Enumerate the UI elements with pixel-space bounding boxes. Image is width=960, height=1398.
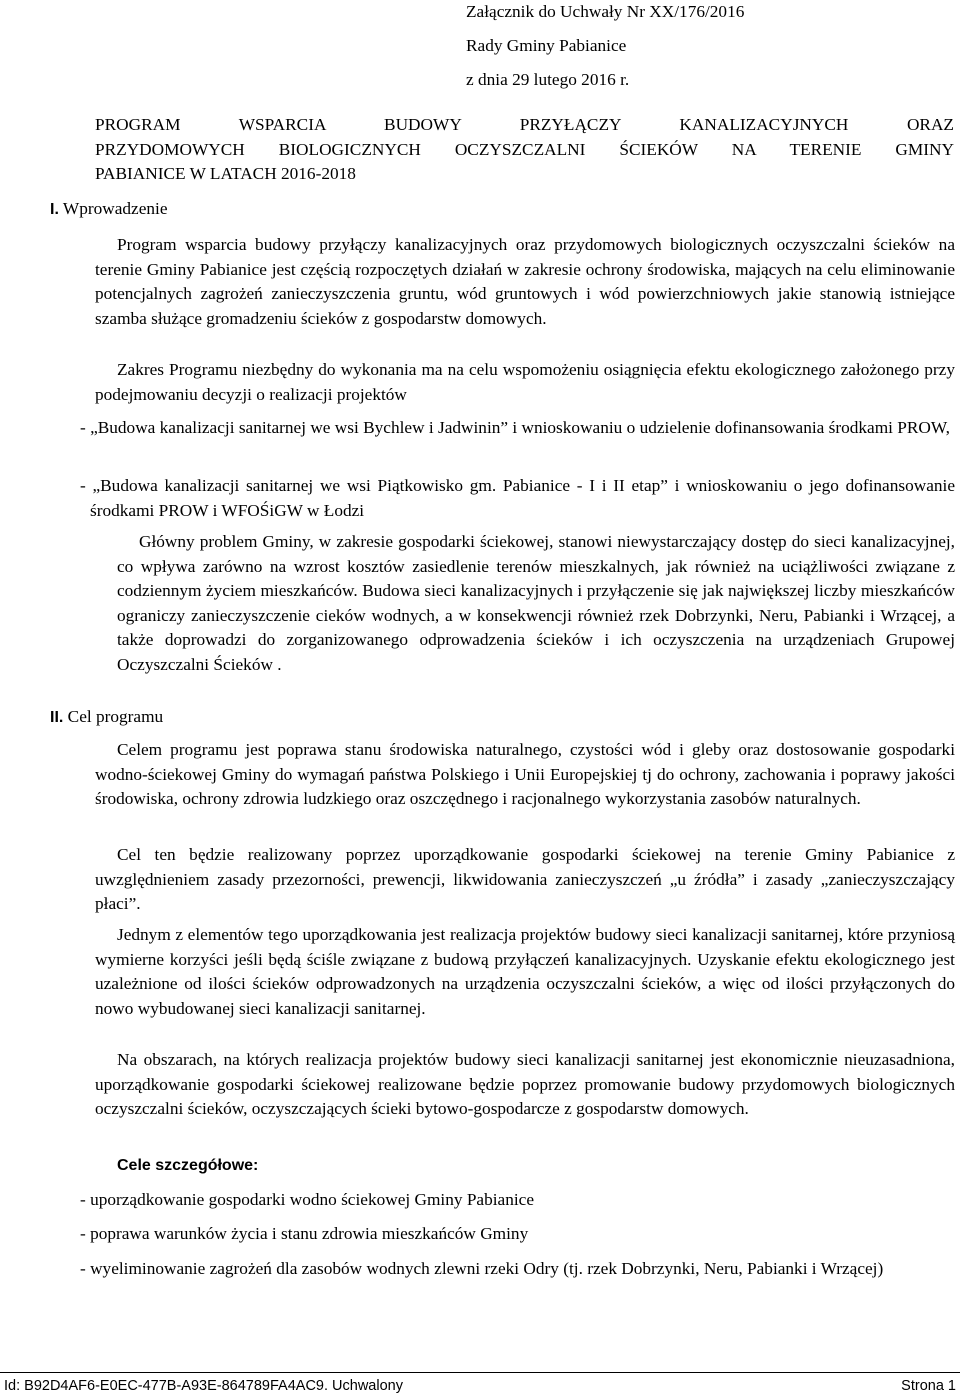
intro-paragraph-3: Główny problem Gminy, w zakresie gospodarki ściekowej, stanowi niewystarczający dostęp do sieci kanalizacyjnej, co wpływa zarówno na wzrost kosztów zasiedlenie terenów mieszkalnych, jak również na uciążliwości związane z codziennym życiem mieszkańców. Budowa sieci kanalizacyjnych i przyłączenie się jak największej liczby mieszkańców ograniczy zanieczyszczenie cieków wodnych, a w konsekwencji również rzek Dobrzynki, Neru, Pabianki i Wrzącej, a także doprowadzi do zorganizowanego odprowadzenia ścieków i ich oczyszczenia na urządzeniach Grupowej Oczyszczalni Ścieków . [117,532,955,674]
goal-paragraph-4: Na obszarach, na których realizacja projektów budowy sieci kanalizacji sanitarnej jest ekonomicznie nieuzasadniona, uporządkowanie gospodarki ściekowej realizowane będzie poprzez promowanie budowy przydomowych biologicznych oczyszczalni ścieków, oczyszczających ścieki bytowo-gospodarcze z gospodarstw domowych. [95,1050,955,1118]
document-title [95,113,954,187]
detailed-goals-heading: Cele szczegółowe: [117,1157,259,1174]
title-line-3: PABIANICE W LATACH 2016-2018 [95,164,356,183]
footer-divider [0,1372,960,1373]
header-line-3: z dnia 29 lutego 2016 r. [466,70,630,89]
footer-page-number: Strona 1 [901,1378,956,1394]
intro-paragraph-1: Program wsparcia budowy przyłączy kanalizacyjnych oraz przydomowych biologicznych oczyszczalni ścieków na terenie Gminy Pabianice jest częścią rozpoczętych działań w zakresie ochrony środowiska, mających na celu eliminowanie potencjalnych zagrożeń zanieczyszczenia gruntu, wód gruntowych i wód powierzchniowych jakie stanowią istniejące szamba służące gromadzeniu ścieków z gospodarstw domowych. [95,235,955,328]
goal-item-2: - poprawa warunków życia i stanu zdrowia mieszkańców Gminy [80,1224,529,1243]
header-line-1: Załącznik do Uchwały Nr XX/176/2016 [466,2,745,21]
title-line-1: PROGRAM WSPARCIA BUDOWY PRZYŁĄCZY KANALIZACYJNYCH ORAZ [95,115,954,134]
section-1-heading [50,197,168,223]
goal-paragraph-2: Cel ten będzie realizowany poprzez uporządkowanie gospodarki ściekowej na terenie Gminy Pabianice z uwzględnieniem zasady przezorności, prewencji, likwidowania zanieczyszczeń „u źródła” i zasady „zanieczyszczający płaci”. [95,845,955,913]
section-2-heading [50,705,163,731]
section-1-title: Wprowadzenie [62,199,168,218]
goal-paragraph-3: Jednym z elementów tego uporządkowania jest realizacja projektów budowy sieci kanalizacji sanitarnej, które przyniosą wymierne korzyści jeśli będą ściśle związane z budową przyłączeń kanalizacyjnych. Uzyskanie efektu ekologicznego jest uzależnione od ilości ścieków odprowadzonych na urządzenia oczyszczalni ścieków, a więc od ilości przyłączonych do nowo wybudowanej sieci kanalizacji sanitarnej. [95,925,955,1018]
goal-paragraph-1: Celem programu jest poprawa stanu środowiska naturalnego, czystości wód i gleby oraz dostosowanie gospodarki wodno-ściekowej Gminy do wymagań państwa Polskiego i Unii Europejskiej tj do ochrony, zachowania i poprawy jakości środowiska, ochrony zdrowia ludzkiego oraz oszczędnego i racjonalnego wykorzystania zasobów naturalnych. [95,740,955,808]
title-line-2: PRZYDOMOWYCH BIOLOGICZNYCH OCZYSZCZALNI ŚCIEKÓW NA TERENIE GMINY [95,139,954,159]
header-block [466,0,744,92]
goal-item-3: - wyeliminowanie zagrożeń dla zasobów wodnych zlewni rzeki Odry (tj. rzek Dobrzynki, Neru, Pabianki i Wrzącej) [80,1259,884,1278]
project-bullet-2: - „Budowa kanalizacji sanitarnej we wsi Piątkowisko gm. Pabianice - I i II etap” i wnioskowaniu o jego dofinansowanie środkami PROW i WFOŚiGW w Łodzi [80,476,955,520]
section-1-number: I. [50,201,59,218]
intro-paragraph-2: Zakres Programu niezbędny do wykonania ma na celu wspomożeniu osiągnięcia efektu ekologicznego założonego przy podejmowaniu decyzji o realizacji projektów [95,360,955,404]
footer-document-id: Id: B92D4AF6-E0EC-477B-A93E-864789FA4AC9. Uchwalony [4,1378,403,1394]
goal-item-1: - uporządkowanie gospodarki wodno ściekowej Gminy Pabianice [80,1190,534,1209]
section-2-number: II. [50,709,64,726]
project-bullet-1: - „Budowa kanalizacji sanitarnej we wsi Bychlew i Jadwinin” i wnioskowaniu o udzielenie dofinansowania środkami PROW, [80,418,950,437]
header-line-2: Rady Gminy Pabianice [466,36,627,55]
section-2-title: Cel programu [67,707,164,726]
